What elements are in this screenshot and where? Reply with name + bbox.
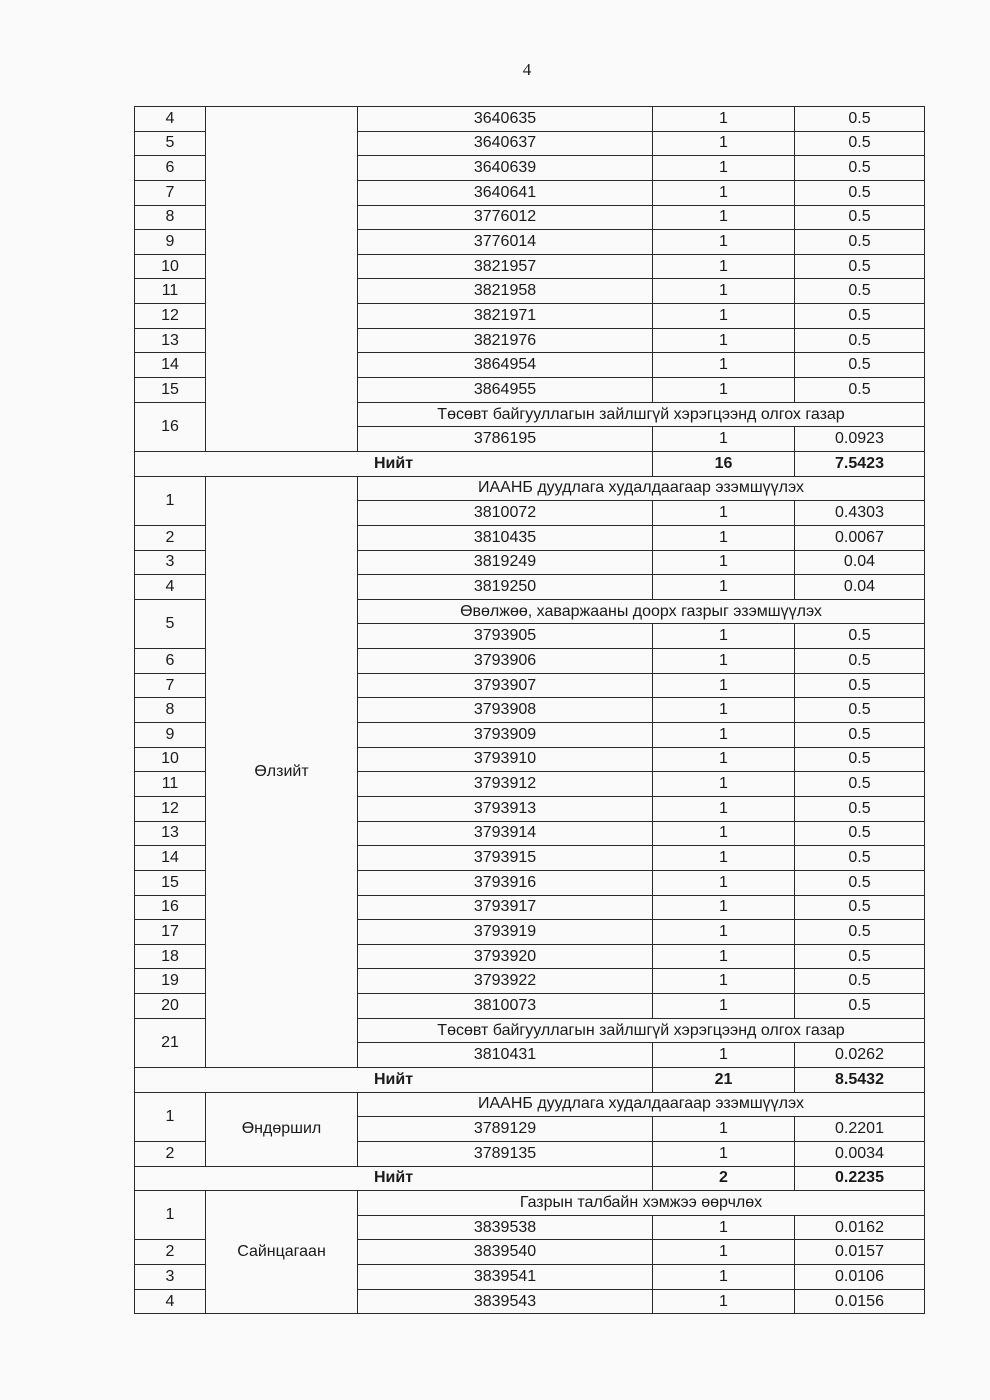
row-number: 15 [135, 870, 206, 895]
parcel-area: 0.5 [795, 131, 925, 156]
row-number: 2 [135, 1240, 206, 1265]
total-label: Нийт [135, 451, 653, 476]
parcel-id: 3793905 [358, 624, 653, 649]
parcel-area: 0.2201 [795, 1117, 925, 1142]
parcel-area: 0.5 [795, 698, 925, 723]
row-number: 2 [135, 525, 206, 550]
row-number: 19 [135, 969, 206, 994]
parcel-count: 1 [653, 107, 795, 132]
category-header: Төсөвт байгууллагын зайлшгүй хэрэгцээнд олгох газар [358, 402, 925, 427]
row-number: 8 [135, 205, 206, 230]
parcel-count: 1 [653, 1117, 795, 1142]
parcel-id: 3810073 [358, 994, 653, 1019]
parcel-count: 1 [653, 156, 795, 181]
parcel-area: 0.0067 [795, 525, 925, 550]
parcel-id: 3793908 [358, 698, 653, 723]
parcel-count: 1 [653, 501, 795, 526]
parcel-count: 1 [653, 649, 795, 674]
parcel-area: 0.0106 [795, 1265, 925, 1290]
category-header: Төсөвт байгууллагын зайлшгүй хэрэгцээнд олгох газар [358, 1018, 925, 1043]
parcel-count: 1 [653, 944, 795, 969]
total-label: Нийт [135, 1166, 653, 1191]
parcel-area: 0.5 [795, 180, 925, 205]
parcel-count: 1 [653, 1240, 795, 1265]
district-name: Сайнцагаан [206, 1191, 358, 1314]
parcel-id: 3839543 [358, 1289, 653, 1314]
parcel-area: 0.04 [795, 575, 925, 600]
row-number: 16 [135, 402, 206, 451]
parcel-area: 0.5 [795, 378, 925, 403]
table-row [135, 476, 925, 501]
row-number: 11 [135, 279, 206, 304]
page-number: 4 [522, 60, 532, 79]
total-area: 0.2235 [795, 1166, 925, 1191]
row-number: 20 [135, 994, 206, 1019]
parcel-id: 3821971 [358, 304, 653, 329]
parcel-count: 1 [653, 131, 795, 156]
parcel-count: 1 [653, 1141, 795, 1166]
row-number: 2 [135, 1141, 206, 1166]
row-number: 5 [135, 131, 206, 156]
row-number: 16 [135, 895, 206, 920]
parcel-count: 1 [653, 205, 795, 230]
parcel-count: 1 [653, 796, 795, 821]
parcel-id: 3776012 [358, 205, 653, 230]
parcel-area: 0.5 [795, 156, 925, 181]
category-header: Газрын талбайн хэмжээ өөрчлөх [358, 1191, 925, 1216]
parcel-area: 0.5 [795, 353, 925, 378]
table-row [135, 1092, 925, 1117]
parcel-count: 1 [653, 698, 795, 723]
row-number: 3 [135, 1265, 206, 1290]
parcel-id: 3810431 [358, 1043, 653, 1068]
parcel-area: 0.5 [795, 624, 925, 649]
row-number: 3 [135, 550, 206, 575]
total-count: 16 [653, 451, 795, 476]
parcel-area: 0.0923 [795, 427, 925, 452]
row-number: 12 [135, 304, 206, 329]
parcel-id: 3776014 [358, 230, 653, 255]
parcel-area: 0.5 [795, 723, 925, 748]
parcel-area: 0.0034 [795, 1141, 925, 1166]
parcel-id: 3821958 [358, 279, 653, 304]
parcel-count: 1 [653, 230, 795, 255]
parcel-area: 0.5 [795, 649, 925, 674]
parcel-count: 1 [653, 180, 795, 205]
parcel-id: 3839538 [358, 1215, 653, 1240]
row-number: 13 [135, 328, 206, 353]
parcel-count: 1 [653, 772, 795, 797]
parcel-count: 1 [653, 723, 795, 748]
row-number: 4 [135, 107, 206, 132]
parcel-count: 1 [653, 378, 795, 403]
parcel-area: 0.5 [795, 772, 925, 797]
parcel-count: 1 [653, 673, 795, 698]
parcel-id: 3839541 [358, 1265, 653, 1290]
parcel-count: 1 [653, 525, 795, 550]
row-number: 5 [135, 599, 206, 648]
parcel-id: 3793909 [358, 723, 653, 748]
row-number: 1 [135, 476, 206, 525]
parcel-area: 0.0262 [795, 1043, 925, 1068]
total-row [135, 451, 925, 476]
row-number: 4 [135, 1289, 206, 1314]
total-count: 21 [653, 1067, 795, 1092]
district-name: Өлзийт [206, 476, 358, 1067]
parcel-id: 3810072 [358, 501, 653, 526]
total-row [135, 1166, 925, 1191]
parcel-area: 0.0157 [795, 1240, 925, 1265]
parcel-area: 0.5 [795, 673, 925, 698]
total-count: 2 [653, 1166, 795, 1191]
parcel-area: 0.5 [795, 107, 925, 132]
parcel-count: 1 [653, 1265, 795, 1290]
land-parcel-table [134, 106, 925, 1314]
parcel-area: 0.5 [795, 994, 925, 1019]
parcel-id: 3810435 [358, 525, 653, 550]
total-area: 8.5432 [795, 1067, 925, 1092]
parcel-id: 3793915 [358, 846, 653, 871]
parcel-id: 3786195 [358, 427, 653, 452]
parcel-id: 3793910 [358, 747, 653, 772]
parcel-id: 3640641 [358, 180, 653, 205]
row-number: 10 [135, 254, 206, 279]
parcel-count: 1 [653, 575, 795, 600]
parcel-area: 0.5 [795, 821, 925, 846]
parcel-count: 1 [653, 328, 795, 353]
row-number: 14 [135, 353, 206, 378]
parcel-id: 3789129 [358, 1117, 653, 1142]
row-number: 6 [135, 649, 206, 674]
parcel-count: 1 [653, 427, 795, 452]
row-number: 12 [135, 796, 206, 821]
row-number: 8 [135, 698, 206, 723]
parcel-id: 3640639 [358, 156, 653, 181]
parcel-id: 3793907 [358, 673, 653, 698]
parcel-area: 0.4303 [795, 501, 925, 526]
parcel-count: 1 [653, 870, 795, 895]
district-name: Өндөршил [206, 1092, 358, 1166]
parcel-id: 3864954 [358, 353, 653, 378]
parcel-id: 3864955 [358, 378, 653, 403]
row-number: 1 [135, 1092, 206, 1141]
parcel-area: 0.5 [795, 230, 925, 255]
parcel-count: 1 [653, 969, 795, 994]
parcel-area: 0.5 [795, 279, 925, 304]
row-number: 9 [135, 723, 206, 748]
parcel-count: 1 [653, 895, 795, 920]
parcel-area: 0.5 [795, 328, 925, 353]
table-row [135, 107, 925, 132]
parcel-area: 0.5 [795, 747, 925, 772]
row-number: 13 [135, 821, 206, 846]
row-number: 14 [135, 846, 206, 871]
parcel-count: 1 [653, 254, 795, 279]
row-number: 7 [135, 673, 206, 698]
parcel-id: 3640635 [358, 107, 653, 132]
row-number: 15 [135, 378, 206, 403]
row-number: 18 [135, 944, 206, 969]
parcel-id: 3640637 [358, 131, 653, 156]
total-row [135, 1067, 925, 1092]
row-number: 6 [135, 156, 206, 181]
district-name [206, 107, 358, 452]
parcel-area: 0.04 [795, 550, 925, 575]
parcel-id: 3821957 [358, 254, 653, 279]
row-number: 9 [135, 230, 206, 255]
parcel-id: 3793906 [358, 649, 653, 674]
parcel-area: 0.0162 [795, 1215, 925, 1240]
parcel-id: 3819249 [358, 550, 653, 575]
parcel-count: 1 [653, 747, 795, 772]
row-number: 10 [135, 747, 206, 772]
parcel-id: 3793912 [358, 772, 653, 797]
parcel-id: 3789135 [358, 1141, 653, 1166]
row-number: 4 [135, 575, 206, 600]
row-number: 11 [135, 772, 206, 797]
parcel-count: 1 [653, 846, 795, 871]
parcel-area: 0.5 [795, 304, 925, 329]
total-area: 7.5423 [795, 451, 925, 476]
parcel-id: 3793919 [358, 920, 653, 945]
row-number: 1 [135, 1191, 206, 1240]
parcel-area: 0.5 [795, 969, 925, 994]
parcel-area: 0.5 [795, 846, 925, 871]
parcel-area: 0.0156 [795, 1289, 925, 1314]
parcel-count: 1 [653, 1215, 795, 1240]
row-number: 17 [135, 920, 206, 945]
parcel-count: 1 [653, 1043, 795, 1068]
parcel-count: 1 [653, 550, 795, 575]
parcel-id: 3793914 [358, 821, 653, 846]
parcel-count: 1 [653, 994, 795, 1019]
category-header: ИААНБ дуудлага худалдаагаар эзэмшүүлэх [358, 476, 925, 501]
row-number: 21 [135, 1018, 206, 1067]
parcel-id: 3793922 [358, 969, 653, 994]
total-label: Нийт [135, 1067, 653, 1092]
parcel-count: 1 [653, 920, 795, 945]
parcel-id: 3793913 [358, 796, 653, 821]
parcel-area: 0.5 [795, 254, 925, 279]
parcel-count: 1 [653, 279, 795, 304]
parcel-area: 0.5 [795, 870, 925, 895]
parcel-id: 3819250 [358, 575, 653, 600]
table-row [135, 1191, 925, 1216]
category-header: ИААНБ дуудлага худалдаагаар эзэмшүүлэх [358, 1092, 925, 1117]
parcel-id: 3793916 [358, 870, 653, 895]
parcel-count: 1 [653, 304, 795, 329]
row-number: 7 [135, 180, 206, 205]
parcel-area: 0.5 [795, 796, 925, 821]
parcel-count: 1 [653, 821, 795, 846]
parcel-area: 0.5 [795, 944, 925, 969]
parcel-count: 1 [653, 624, 795, 649]
parcel-id: 3839540 [358, 1240, 653, 1265]
category-header: Өвөлжөө, хаваржааны доорх газрыг эзэмшүүлэх [358, 599, 925, 624]
parcel-area: 0.5 [795, 205, 925, 230]
parcel-count: 1 [653, 1289, 795, 1314]
parcel-count: 1 [653, 353, 795, 378]
parcel-id: 3793917 [358, 895, 653, 920]
parcel-area: 0.5 [795, 920, 925, 945]
parcel-area: 0.5 [795, 895, 925, 920]
parcel-id: 3821976 [358, 328, 653, 353]
parcel-id: 3793920 [358, 944, 653, 969]
